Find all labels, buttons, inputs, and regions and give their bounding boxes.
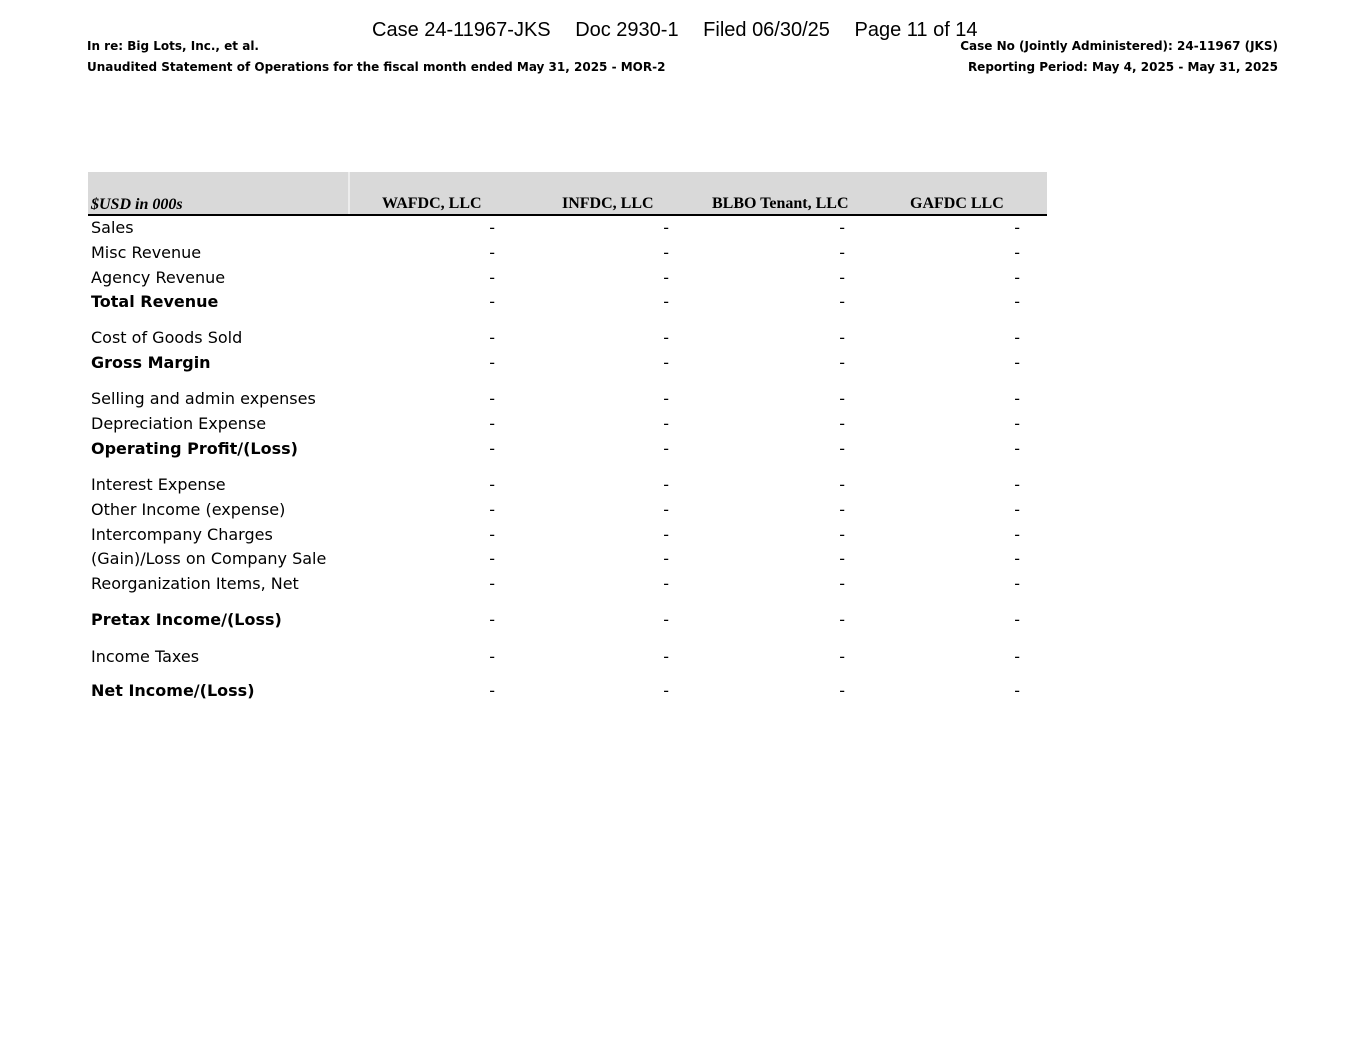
row-value: - — [489, 243, 495, 262]
page-number: Page 11 of 14 — [854, 19, 978, 41]
row-value: - — [1014, 525, 1020, 544]
table-row — [88, 646, 1047, 670]
row-value: - — [839, 525, 845, 544]
row-value: - — [839, 574, 845, 593]
row-value: - — [663, 681, 669, 700]
row-value: - — [1014, 218, 1020, 237]
row-value: - — [489, 647, 495, 666]
row-value: - — [663, 610, 669, 629]
row-value: - — [663, 647, 669, 666]
table-row — [88, 217, 1047, 241]
row-value: - — [839, 414, 845, 433]
row-value: - — [663, 574, 669, 593]
row-label: Selling and admin expenses — [91, 389, 316, 408]
row-value: - — [663, 292, 669, 311]
table-row — [88, 352, 1047, 376]
row-value: - — [489, 525, 495, 544]
row-value: - — [489, 414, 495, 433]
table-row — [88, 548, 1047, 572]
row-value: - — [839, 353, 845, 372]
row-value: - — [489, 292, 495, 311]
filed-date: Filed 06/30/25 — [703, 19, 830, 41]
row-value: - — [1014, 328, 1020, 347]
row-value: - — [839, 268, 845, 287]
row-value: - — [1014, 475, 1020, 494]
column-header-gafdc: GAFDC LLC — [910, 195, 1004, 212]
row-value: - — [663, 268, 669, 287]
row-value: - — [489, 500, 495, 519]
case-no-caption: Case No (Jointly Administered): 24-11967 (JKS) — [960, 39, 1278, 53]
row-value: - — [1014, 389, 1020, 408]
statement-title: Unaudited Statement of Operations for the fiscal month ended May 31, 2025 - MOR-2 — [87, 60, 666, 74]
table-row — [88, 327, 1047, 351]
row-value: - — [663, 475, 669, 494]
unit-label: $USD in 000s — [91, 196, 183, 213]
row-value: - — [489, 574, 495, 593]
row-value: - — [839, 475, 845, 494]
row-label: Interest Expense — [91, 475, 226, 494]
row-value: - — [1014, 268, 1020, 287]
row-value: - — [1014, 292, 1020, 311]
doc-number: Doc 2930-1 — [575, 19, 679, 41]
table-row — [88, 609, 1047, 633]
row-value: - — [489, 218, 495, 237]
row-label: Agency Revenue — [91, 268, 226, 287]
row-label: Sales — [91, 218, 134, 237]
row-value: - — [1014, 647, 1020, 666]
row-value: - — [663, 525, 669, 544]
row-value: - — [489, 328, 495, 347]
reporting-period: Reporting Period: May 4, 2025 - May 31, 2025 — [967, 60, 1278, 74]
header-divider — [348, 172, 350, 214]
row-label: Operating Profit/(Loss) — [91, 439, 298, 458]
row-label: Gross Margin — [91, 353, 211, 372]
table-header — [88, 172, 1047, 216]
row-value: - — [839, 292, 845, 311]
row-label: Net Income/(Loss) — [91, 681, 255, 700]
row-label: Depreciation Expense — [91, 414, 267, 433]
row-value: - — [663, 353, 669, 372]
row-label: Income Taxes — [91, 647, 200, 666]
row-value: - — [489, 475, 495, 494]
row-value: - — [1014, 610, 1020, 629]
row-value: - — [663, 439, 669, 458]
table-row — [88, 413, 1047, 437]
row-label: Other Income (expense) — [91, 500, 286, 519]
row-value: - — [489, 389, 495, 408]
table-row — [88, 474, 1047, 498]
row-value: - — [839, 243, 845, 262]
row-label: Pretax Income/(Loss) — [91, 610, 282, 629]
row-label: Misc Revenue — [91, 243, 202, 262]
table-row — [88, 388, 1047, 412]
row-label: (Gain)/Loss on Company Sale — [91, 549, 327, 568]
row-value: - — [1014, 353, 1020, 372]
row-label: Total Revenue — [91, 292, 219, 311]
column-header-infdc: INFDC, LLC — [562, 195, 654, 212]
row-value: - — [489, 610, 495, 629]
row-value: - — [489, 353, 495, 372]
table-row — [88, 524, 1047, 548]
row-value: - — [839, 389, 845, 408]
row-value: - — [663, 414, 669, 433]
row-value: - — [1014, 243, 1020, 262]
row-value: - — [489, 268, 495, 287]
row-value: - — [839, 439, 845, 458]
row-value: - — [839, 500, 845, 519]
table-row — [88, 573, 1047, 597]
row-value: - — [1014, 414, 1020, 433]
row-value: - — [663, 500, 669, 519]
row-value: - — [839, 549, 845, 568]
in-re-caption: In re: Big Lots, Inc., et al. — [87, 39, 259, 53]
row-value: - — [489, 549, 495, 568]
table-row — [88, 291, 1047, 315]
row-value: - — [663, 243, 669, 262]
row-value: - — [839, 681, 845, 700]
row-value: - — [839, 647, 845, 666]
row-label: Cost of Goods Sold — [91, 328, 243, 347]
row-value: - — [839, 610, 845, 629]
row-value: - — [489, 681, 495, 700]
row-value: - — [663, 328, 669, 347]
table-row — [88, 438, 1047, 462]
row-value: - — [839, 218, 845, 237]
table-row — [88, 680, 1047, 704]
row-value: - — [489, 439, 495, 458]
filing-stamp — [372, 19, 978, 42]
row-value: - — [663, 389, 669, 408]
row-label: Intercompany Charges — [91, 525, 273, 544]
row-value: - — [1014, 681, 1020, 700]
column-header-wafdc: WAFDC, LLC — [382, 195, 482, 212]
table-row — [88, 242, 1047, 266]
table-row — [88, 267, 1047, 291]
case-number: Case 24-11967-JKS — [372, 19, 551, 41]
row-label: Reorganization Items, Net — [91, 574, 299, 593]
row-value: - — [1014, 500, 1020, 519]
row-value: - — [1014, 439, 1020, 458]
row-value: - — [663, 549, 669, 568]
row-value: - — [839, 328, 845, 347]
column-header-blbo-tenant: BLBO Tenant, LLC — [712, 195, 849, 212]
row-value: - — [1014, 574, 1020, 593]
table-row — [88, 499, 1047, 523]
row-value: - — [1014, 549, 1020, 568]
row-value: - — [663, 218, 669, 237]
